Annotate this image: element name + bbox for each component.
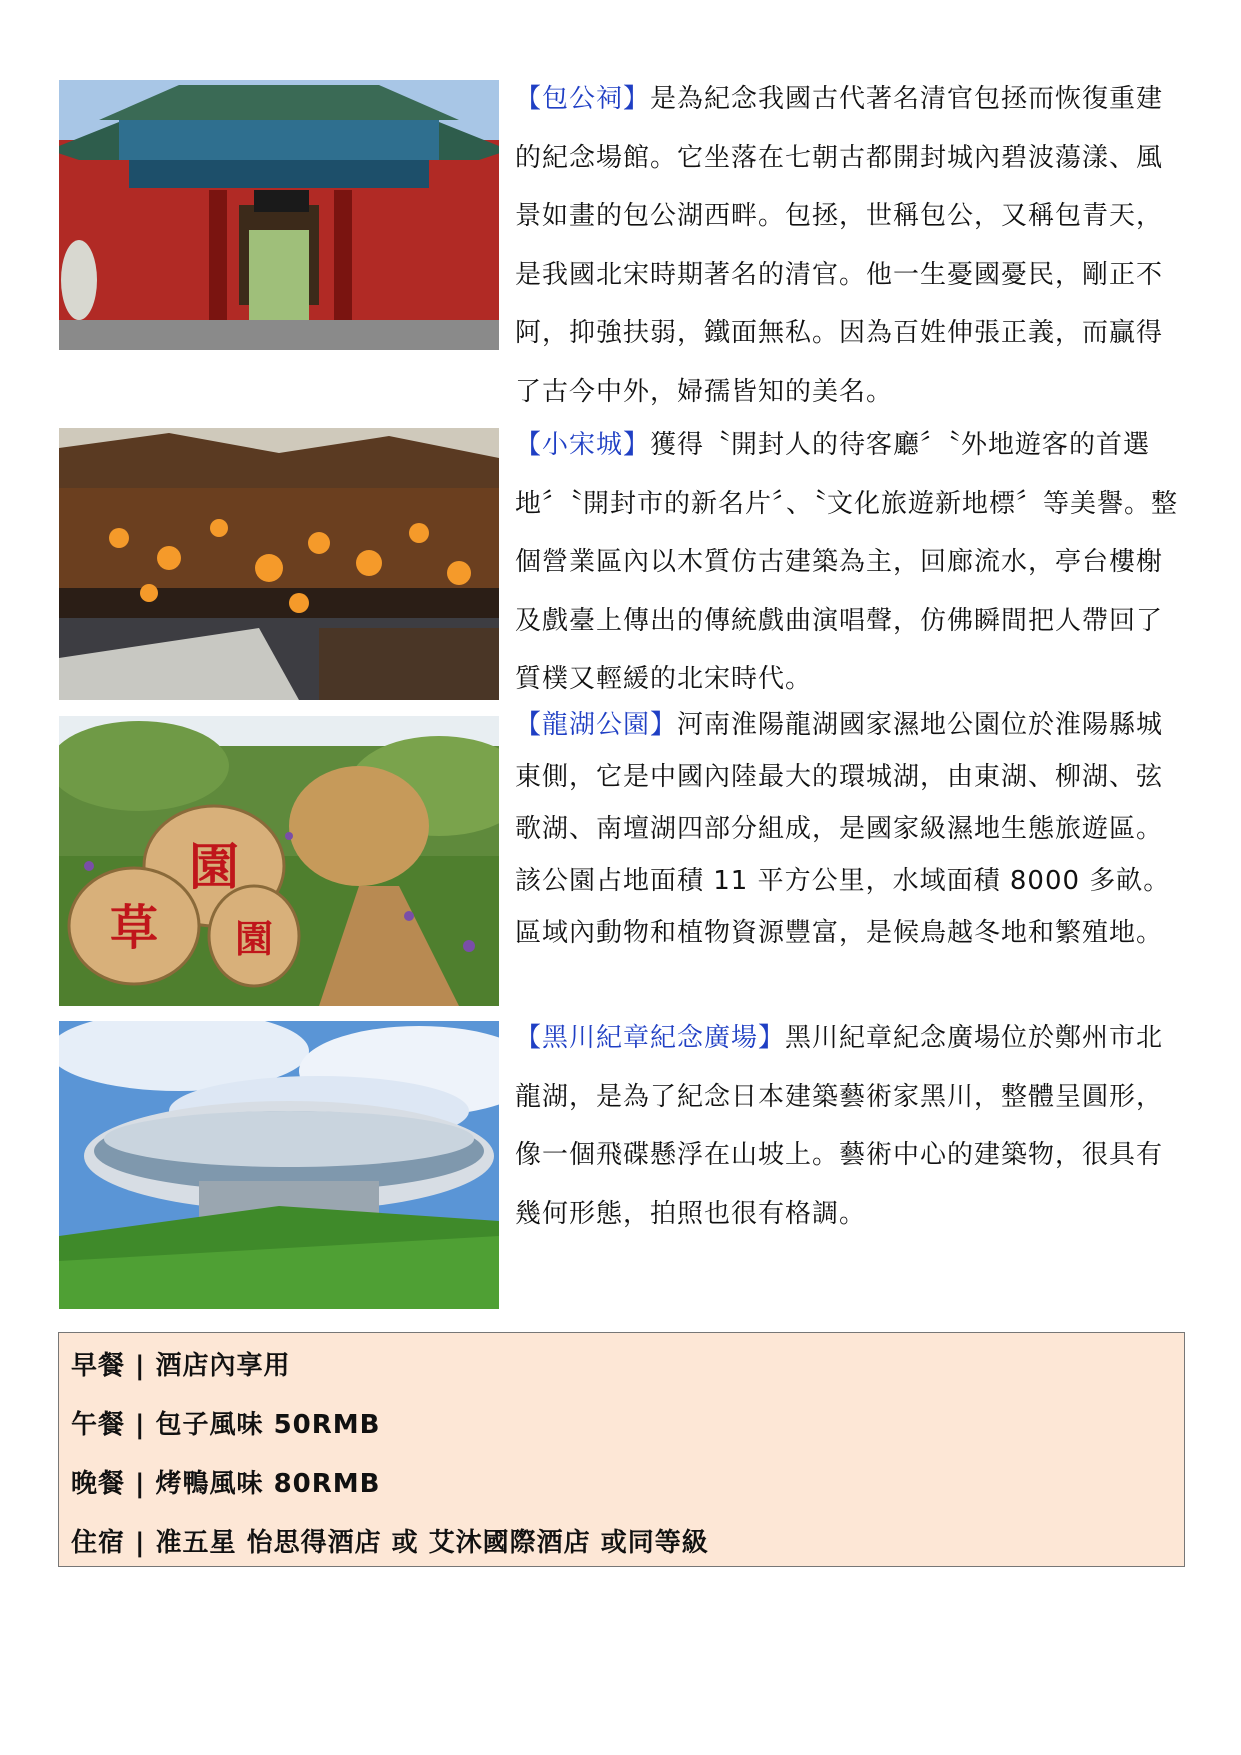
meal-label: 早餐 <box>71 1351 126 1381</box>
meals-box <box>58 1332 1185 1567</box>
section-title: 【黑川紀章紀念廣場】 <box>515 1023 786 1053</box>
meal-row-dinner <box>71 1455 1172 1514</box>
longhu-photo <box>59 716 499 1006</box>
meal-label: 住宿 <box>71 1528 126 1558</box>
section-title: 【包公祠】 <box>515 84 651 114</box>
sign-char: 草 <box>109 900 159 956</box>
section-title: 【龍湖公園】 <box>515 710 678 740</box>
section-longhu <box>59 710 1179 994</box>
meal-value: 酒店內享用 <box>155 1351 291 1381</box>
section-body: 是為紀念我國古代著名清官包拯而恢復重建的紀念場館。它坐落在七朝古都開封城內碧波蕩漾、風景如畫的包公湖西畔。包拯，世稱包公，又稱包青天，是我國北宋時期著名的清官。他一生憂國憂民，剛正不阿，抑強扶弱，鐵面無私。因為百姓伸張正義，而贏得了古今中外，婦孺皆知的美名。 <box>515 84 1164 407</box>
meal-label: 晚餐 <box>71 1469 126 1499</box>
meal-value: 包子風味 50RMB <box>155 1410 381 1440</box>
meal-row-lunch <box>71 1396 1172 1455</box>
xiaosongcheng-photo <box>59 428 499 700</box>
meal-separator: | <box>135 1469 146 1499</box>
meal-value: 烤鴨風味 80RMB <box>155 1469 381 1499</box>
sign-char: 園 <box>189 838 239 896</box>
meal-row-accommodation <box>71 1514 1172 1573</box>
meal-separator: | <box>135 1528 146 1558</box>
meal-label: 午餐 <box>71 1410 126 1440</box>
meal-row-breakfast <box>71 1337 1172 1396</box>
section-body: 黑川紀章紀念廣場位於鄭州市北龍湖，是為了紀念日本建築藝術家黑川，整體呈圓形，像一個飛碟懸浮在山坡上。藝術中心的建築物，很具有幾何形態，拍照也很有格調。 <box>515 1023 1164 1229</box>
section-kurokawa <box>59 1021 1179 1299</box>
section-baogongci <box>59 80 1179 421</box>
section-body: 獲得〝開封人的待客廳〞〝外地遊客的首選地〞〝開封市的新名片〞、〝文化旅遊新地標〞等美譽。整個營業區內以木質仿古建築為主，回廊流水，亭台樓榭及戲臺上傳出的傳統戲曲演唱聲，仿佛瞬間把人帶回了質樸又輕緩的北宋時代。 <box>515 430 1179 694</box>
kurokawa-photo <box>59 1021 499 1309</box>
section-body: 河南淮陽龍湖國家濕地公園位於淮陽縣城東側，它是中國內陸最大的環城湖，由東湖、柳湖、弦歌湖、南壇湖四部分組成，是國家級濕地生態旅遊區。該公園占地面積 11 平方公里，水域面積 8000 多畝。區域內動物和植物資源豐富，是候鳥越冬地和繁殖地。 <box>515 710 1171 948</box>
baogongci-photo <box>59 80 499 350</box>
section-xiaosongcheng <box>59 428 1179 716</box>
meal-value: 准五星 怡思得酒店 或 艾沐國際酒店 或同等級 <box>155 1528 709 1558</box>
section-title: 【小宋城】 <box>515 430 651 460</box>
meal-separator: | <box>135 1410 146 1440</box>
sign-char: 園 <box>234 917 274 961</box>
meal-separator: | <box>135 1351 146 1381</box>
